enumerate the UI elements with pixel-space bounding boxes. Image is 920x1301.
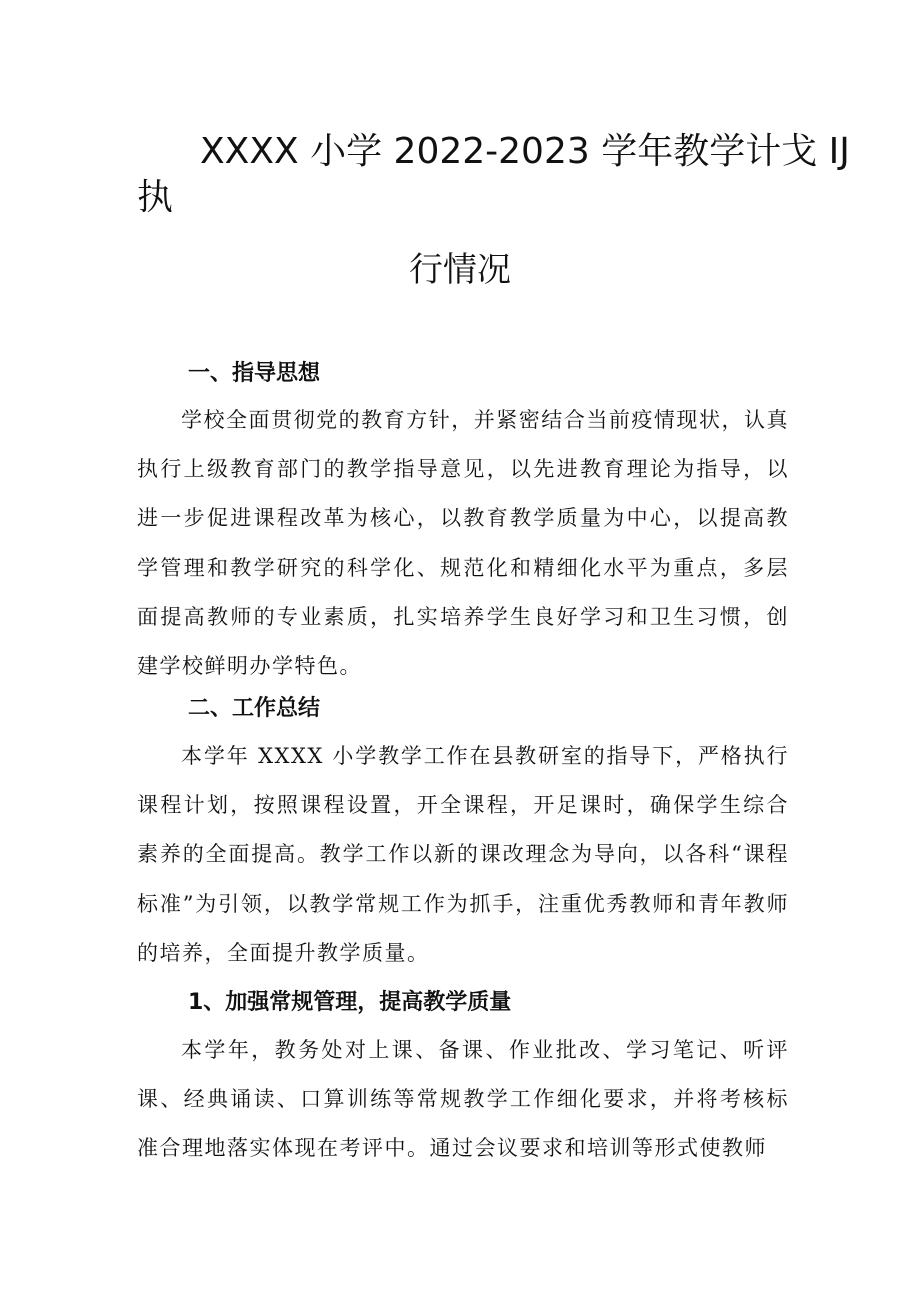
document-title-line-3: 行情况 <box>409 250 511 290</box>
section-paragraph-routine-management: 本学年，教务处对上课、备课、作业批改、学习笔记、听评课、经典诵读、口算训练等常规教学工作细化要求，并将考核标准合理地落实体现在考评中。通过会议要求和培训等形式使教师 <box>137 1038 789 1161</box>
section-heading-guiding-ideology: 一、指导思想 <box>188 361 321 386</box>
section-heading-work-summary: 二、工作总结 <box>188 696 321 721</box>
document-title-line-1: XXXX 小学 2022-2023 学年教学计戈 IJ <box>200 131 850 172</box>
section-paragraph-guiding-ideology: 学校全面贯彻党的教育方针，并紧密结合当前疫情现状，认真执行上级教育部门的教学指导意见，以先进教育理论为指导，以进一步促进课程改革为核心，以教育教学质量为中心，以提高教学管理和教学研究的科学化、规范化和精细化水平为重点，多层面提高教师的专业素质，扎实培养学生良好学习和卫生习惯，创建学校鲜明办学特色。 <box>137 408 789 679</box>
document-title-line-2: 执 <box>137 177 174 218</box>
section-heading-routine-management: 1、加强常规管理，提高教学质量 <box>188 990 512 1015</box>
section-paragraph-work-summary: 本学年 XXXX 小学教学工作在县教研室的指导下，严格执行课程计划，按照课程设置，开全课程，开足课时，确保学生综合素养的全面提高。教学工作以新的课改理念为导向，以各科“课程标准”为引领，以教学常规工作为抓手，注重优秀教师和青年教师的培养，全面提升教学质量。 <box>137 744 789 965</box>
